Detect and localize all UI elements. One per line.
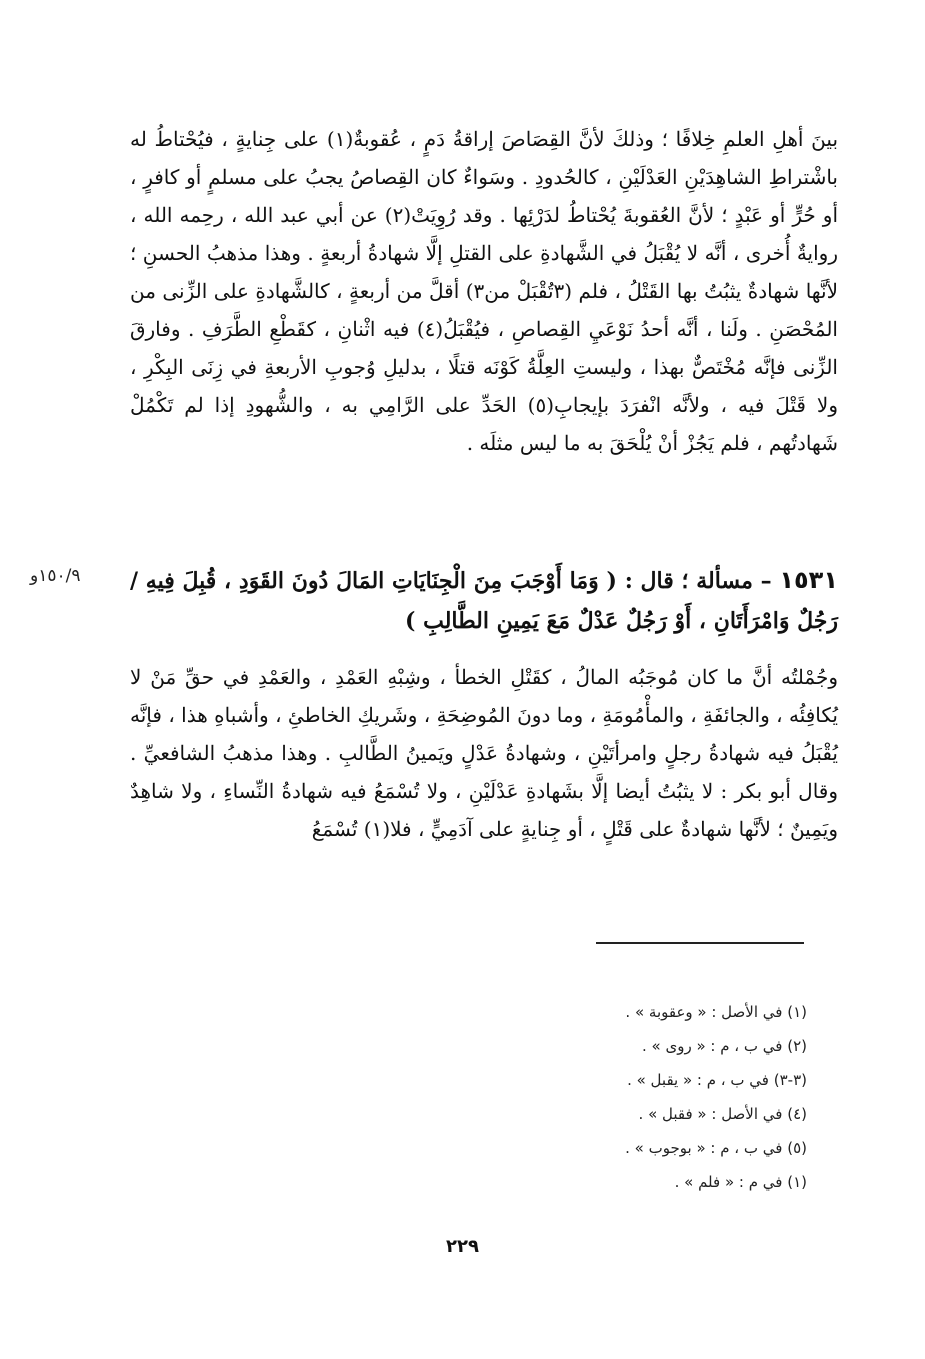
main-paragraph-2: وجُمْلتُه أنَّ ما كان مُوجَبُه المالُ ، كقَتْلِ الخطأ ، وشِبْهِ العَمْدِ ، والعَمْدِ في حقِّ مَنْ لا يُكافِئُه ، والجائفَةِ ، والمأْمُومَةِ ، وما دونَ المُوضِحَةِ ، وشَريكِ الخاطئِ ، وأشباهِ هذا ، فإنَّه يُقْبَلُ فيه شهادةُ رجلٍ وامرأتَيْنِ ، وشهادةُ عَدْلٍ ويَمينُ الطَّالبِ . وهذا مذهبُ الشافعيِّ . وقال أبو بكر : لا يثبُتُ أيضا إلَّا بشَهادةِ عَدْلَيْنِ ، ولا تُسْمَعُ فيه شهادةُ النِّساءِ ، ولا شاهِدٌ ويَمِينٌ ؛ لأنَّها شهادةٌ على قَتْلٍ ، أو جِنايةٍ على آدَمِيٍّ ، فلا(١) تُسْمَعُ: [130, 665, 839, 841]
main-paragraph-1: بينَ أهلِ العلمِ خِلافًا ؛ وذلكَ لأنَّ القِصَاصَ إراقةُ دَمٍ ، عُقوبةٌ(١) على جِنايةٍ ، فيُحْتاطُ له باشْتراطِ الشاهِدَيْنِ العَدْلَيْنِ ، كالحُدودِ . وسَواءٌ كان القِصاصُ يجبُ على مسلمٍ أو كافرٍ ، أو حُرٍّ أو عَبْدٍ ؛ لأنَّ العُقوبةَ يُحْتاطُ لدَرْئِها . وقد رُوِيَتْ(٢) عن أبي عبد الله ، رحِمه الله ، روايةٌ أُخرى ، أنَّه لا يُقْبَلُ في الشَّهادةِ على القتلِ إلَّا شهادةُ أربعةٍ . وهذا مذهبُ الحسنِ ؛ لأنَّها شهادةٌ يثبُتُ بها القَتْلُ ، فلم (٣تُقْبَلْ من٣) أقلَّ من أربعةٍ ، كالشَّهادةِ على الزِّنى من المُحْصَنِ . ولَنا ، أنَّه أحدُ نَوْعَيِ القِصاصِ ، فيُقْبَلُ(٤) فيه اثْنانِ ، كقَطْعِ الطَّرَفِ . وفارقَ الزِّنى فإنَّه مُخْتَصٌّ بهذا ، وليستِ العِلَّةُ كَوْنَه قتلًا ، بدليلِ وُجوبِ الأربعةِ في زِنَى البِكْرِ ، ولا قَتْلَ فيه ، ولأنَّه انْفرَدَ بإيجابِ(٥) الحَدِّ على الرَّامِي به ، والشُّهودِ إذا لم تَكْمُلْ شَهادتُهم ، فلم يَجُزْ أنْ يُلْحَقَ به ما ليس مثلَه .: [130, 127, 839, 455]
issue-dash: –: [760, 568, 772, 594]
footnote-5: (٥) في ب ، م : « بوجوب » .: [625, 1139, 807, 1157]
footnote-4: (٤) في الأصل : « فقبل » .: [638, 1105, 807, 1123]
manuscript-folio-note: ١٥٠/٩و: [30, 566, 81, 586]
footnote-3: (٣-٣) في ب ، م : « يقبل » .: [627, 1071, 807, 1089]
footnote-1: (١) في الأصل : « وعقوبة » .: [625, 1003, 807, 1021]
issue-label: مسألة ؛ قال : (: [606, 568, 753, 594]
page-number: ٢٢٩: [446, 1236, 479, 1257]
issue-heading: [130, 560, 838, 641]
issue-close-paren: ): [405, 608, 416, 634]
issue-number: ١٥٣١: [779, 566, 838, 594]
footnote-separator: [596, 942, 804, 944]
issue-text: وَمَا أَوْجَبَ مِنَ الْجِنَايَاتِ المَالَ دُونَ القَوَدِ ، قُبِلَ فِيهِ / رَجُلٌ وَامْرَأَتَانِ ، أَوْ رَجُلٌ عَدْلٌ مَعَ يَمِينِ الطَّالِبِ: [130, 568, 838, 634]
footnotes: [625, 995, 807, 1199]
footnote-6: (١) في م : « فلم » .: [674, 1173, 807, 1191]
footnote-2: (٢) في ب ، م : « روى » .: [641, 1037, 807, 1055]
